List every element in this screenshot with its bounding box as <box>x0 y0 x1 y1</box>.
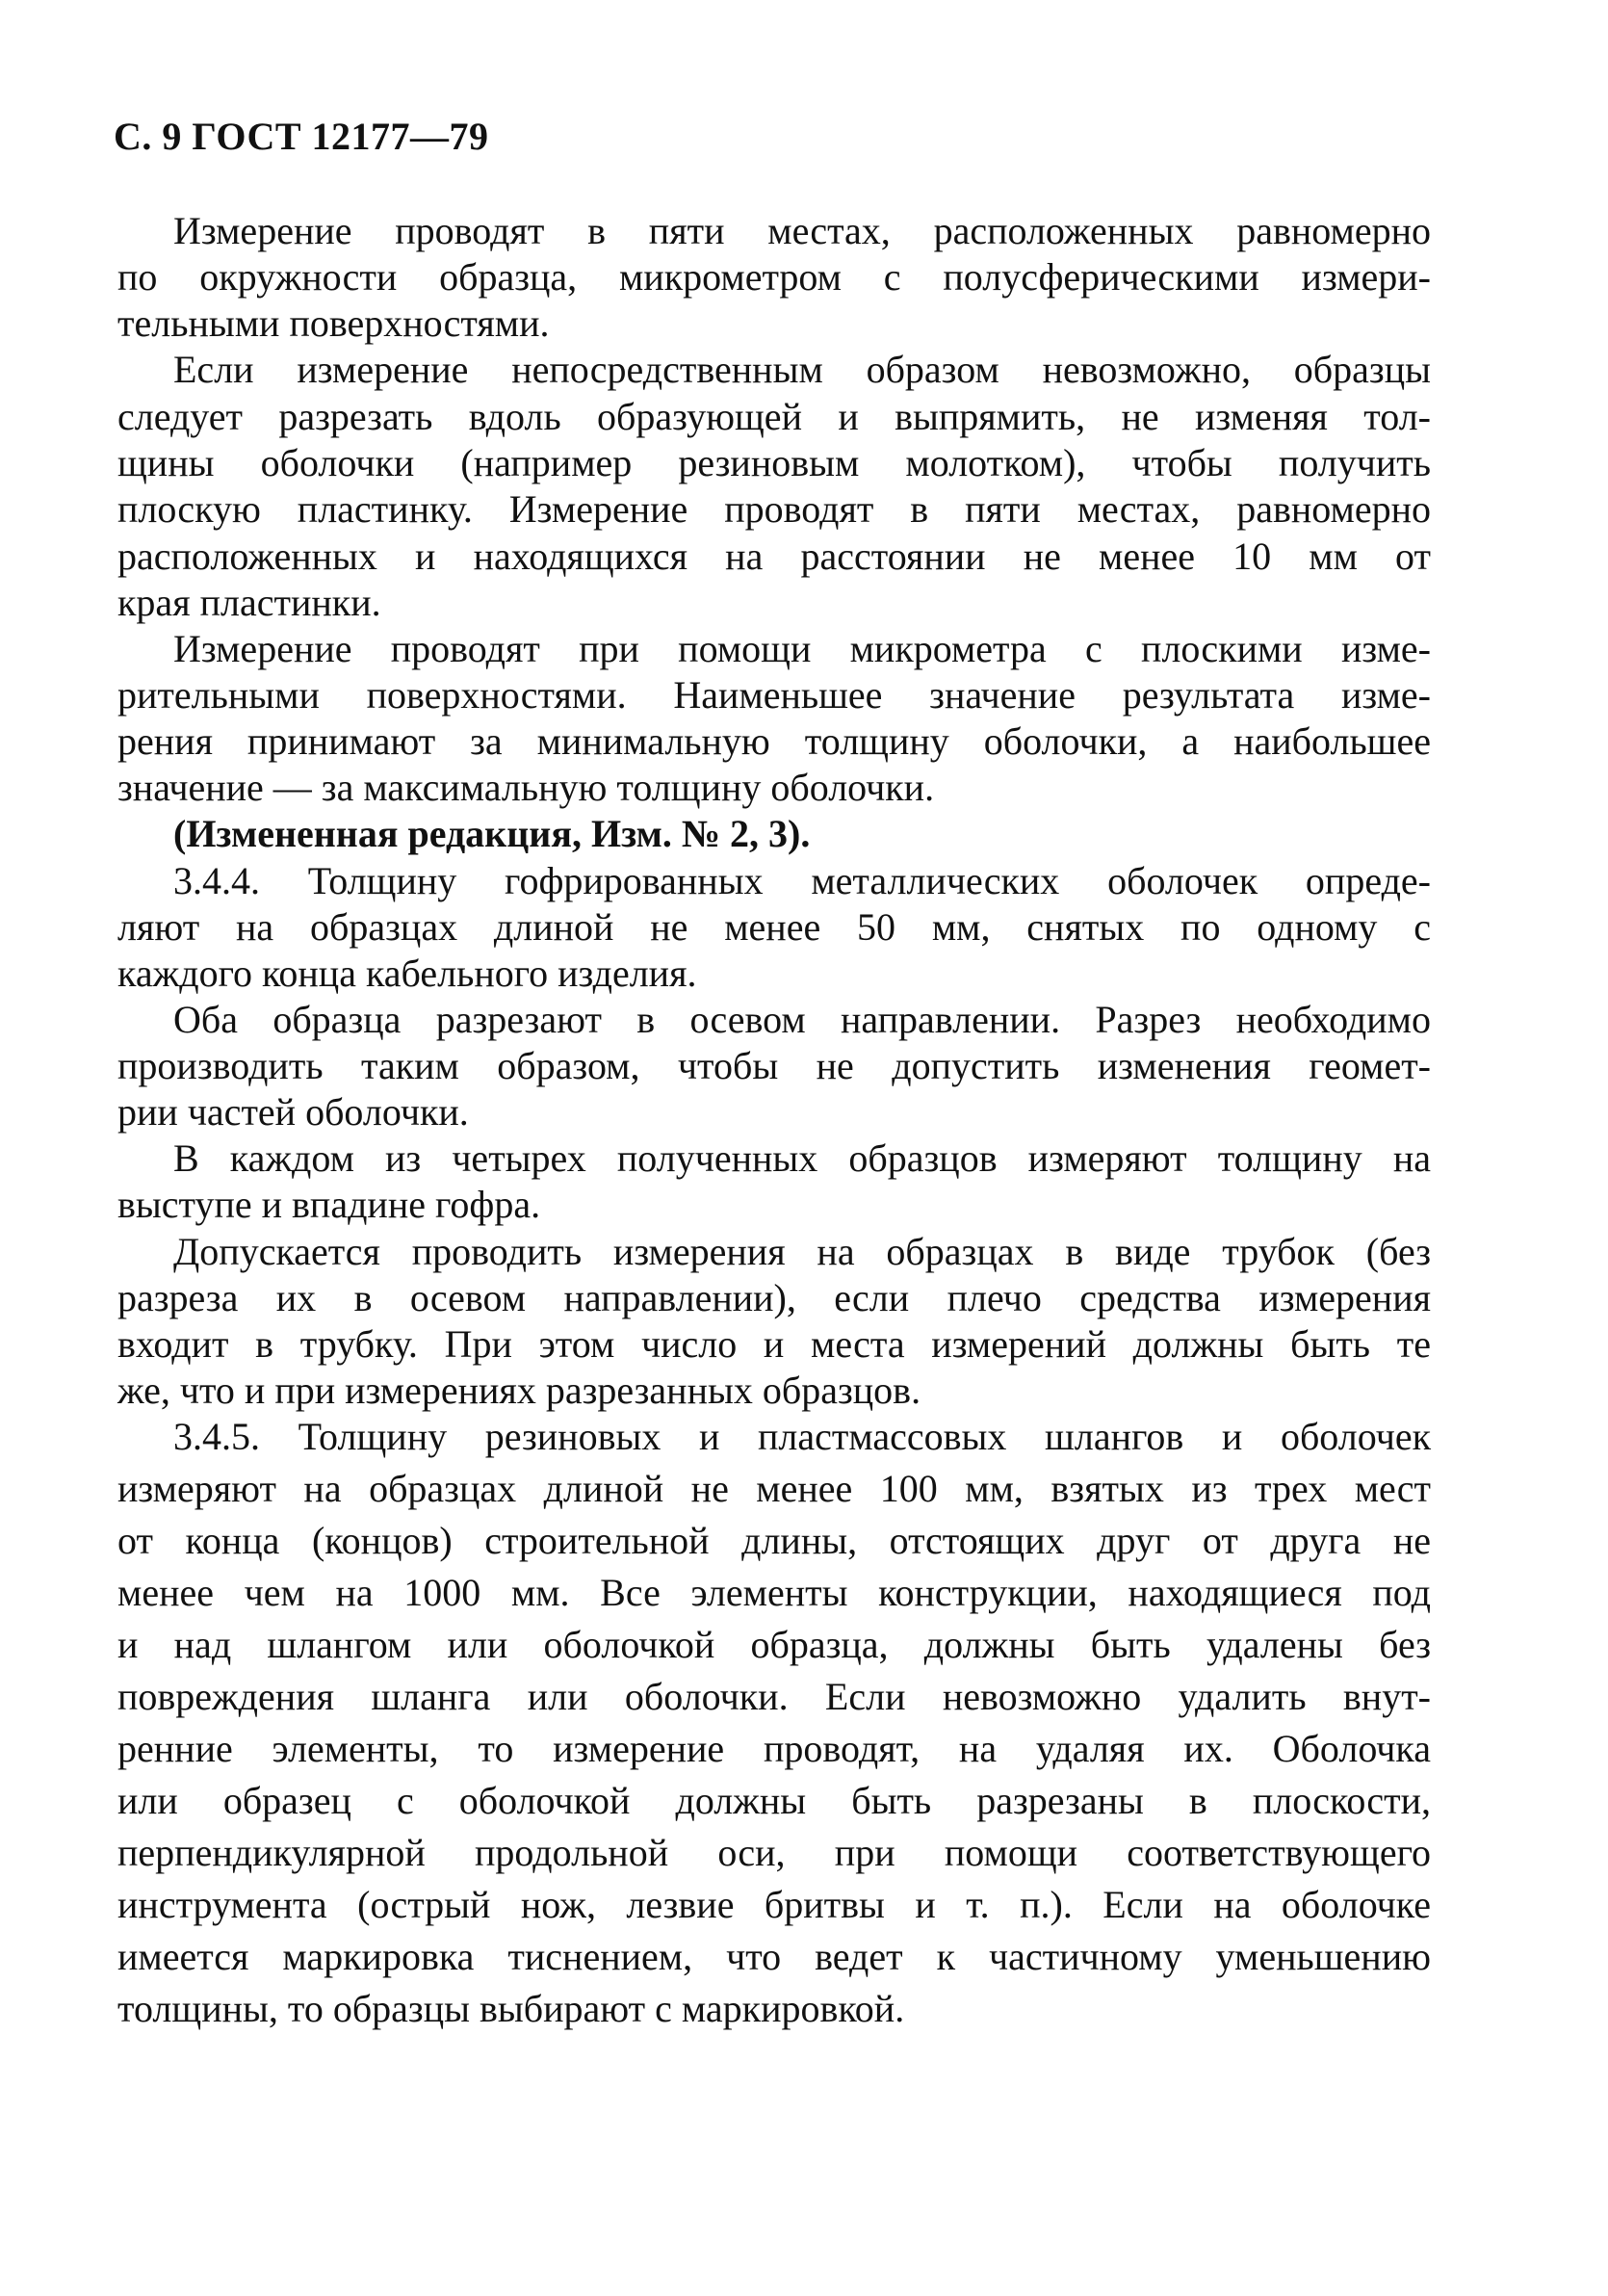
text-line: имеется маркировка тиснением, что ведет к частичному уменьшению <box>117 1935 1431 1978</box>
text-line: же, что и при измерениях разрезанных образцов. <box>117 1369 921 1412</box>
text-line: менее чем на 1000 мм. Все элементы конструкции, находящиеся под <box>117 1571 1431 1614</box>
text-line: ренние элементы, то измерение проводят, на удаляя их. Оболочка <box>117 1727 1431 1770</box>
text-line: Оба образца разрезают в осевом направлении. Разрез необходимо <box>173 998 1431 1041</box>
text-line: рения принимают за минимальную толщину оболочки, а наибольшее <box>117 719 1431 763</box>
text-line: толщины, то образцы выбирают с маркировкой. <box>117 1987 905 2030</box>
text-line: плоскую пластинку. Измерение проводят в пяти местах, равномерно <box>117 487 1431 531</box>
text-line: Допускается проводить измерения на образцах в виде трубок (без <box>173 1230 1431 1273</box>
text-line: Измерение проводят в пяти местах, расположенных равномерно <box>173 209 1431 252</box>
text-line: каждого конца кабельного изделия. <box>117 952 697 995</box>
text-line: 3.4.4. Толщину гофрированных металлических оболочек опреде- <box>173 859 1431 902</box>
text-line: расположенных и находящихся на расстоянии не менее 10 мм от <box>117 535 1431 578</box>
text-line: разреза их в осевом направлении), если плечо средства измерения <box>117 1276 1431 1319</box>
page-header: С. 9 ГОСТ 12177—79 <box>114 115 489 158</box>
text-line: Измерение проводят при помощи микрометра с плоскими изме- <box>173 627 1431 670</box>
text-line: значение — за максимальную толщину оболочки. <box>117 766 935 809</box>
text-line: измеряют на образцах длиной не менее 100 мм, взятых из трех мест <box>117 1467 1431 1510</box>
text-line: выступе и впадине гофра. <box>117 1183 541 1226</box>
text-line: инструмента (острый нож, лезвие бритвы и т. п.). Если на оболочке <box>117 1883 1431 1926</box>
amendment-note: (Измененная редакция, Изм. № 2, 3). <box>173 812 811 855</box>
text-line: рии частей оболочки. <box>117 1090 469 1134</box>
text-line: тельными поверхностями. <box>117 301 550 345</box>
text-line: или образец с оболочкой должны быть разрезаны в плоскости, <box>117 1779 1431 1822</box>
text-line: В каждом из четырех полученных образцов измеряют толщину на <box>173 1136 1431 1180</box>
text-line: Если измерение непосредственным образом невозможно, образцы <box>173 348 1431 391</box>
text-line: рительными поверхностями. Наименьшее значение результата изме- <box>117 673 1431 717</box>
text-line: производить таким образом, чтобы не допустить изменения геомет- <box>117 1044 1431 1087</box>
text-line: по окружности образца, микрометром с полусферическими измери- <box>117 255 1431 299</box>
text-line: от конца (концов) строительной длины, отстоящих друг от друга не <box>117 1519 1431 1562</box>
text-line: края пластинки. <box>117 581 381 624</box>
text-line: перпендикулярной продольной оси, при помощи соответствующего <box>117 1831 1431 1874</box>
text-line: щины оболочки (например резиновым молотком), чтобы получить <box>117 441 1431 484</box>
text-line: и над шлангом или оболочкой образца, должны быть удалены без <box>117 1623 1431 1666</box>
text-line: 3.4.5. Толщину резиновых и пластмассовых шлангов и оболочек <box>173 1415 1431 1458</box>
text-line: повреждения шланга или оболочки. Если невозможно удалить внут- <box>117 1675 1431 1718</box>
text-line: ляют на образцах длиной не менее 50 мм, снятых по одному с <box>117 905 1431 949</box>
text-line: входит в трубку. При этом число и места измерений должны быть те <box>117 1322 1431 1366</box>
text-line: следует разрезать вдоль образующей и выпрямить, не изменяя тол- <box>117 395 1431 438</box>
